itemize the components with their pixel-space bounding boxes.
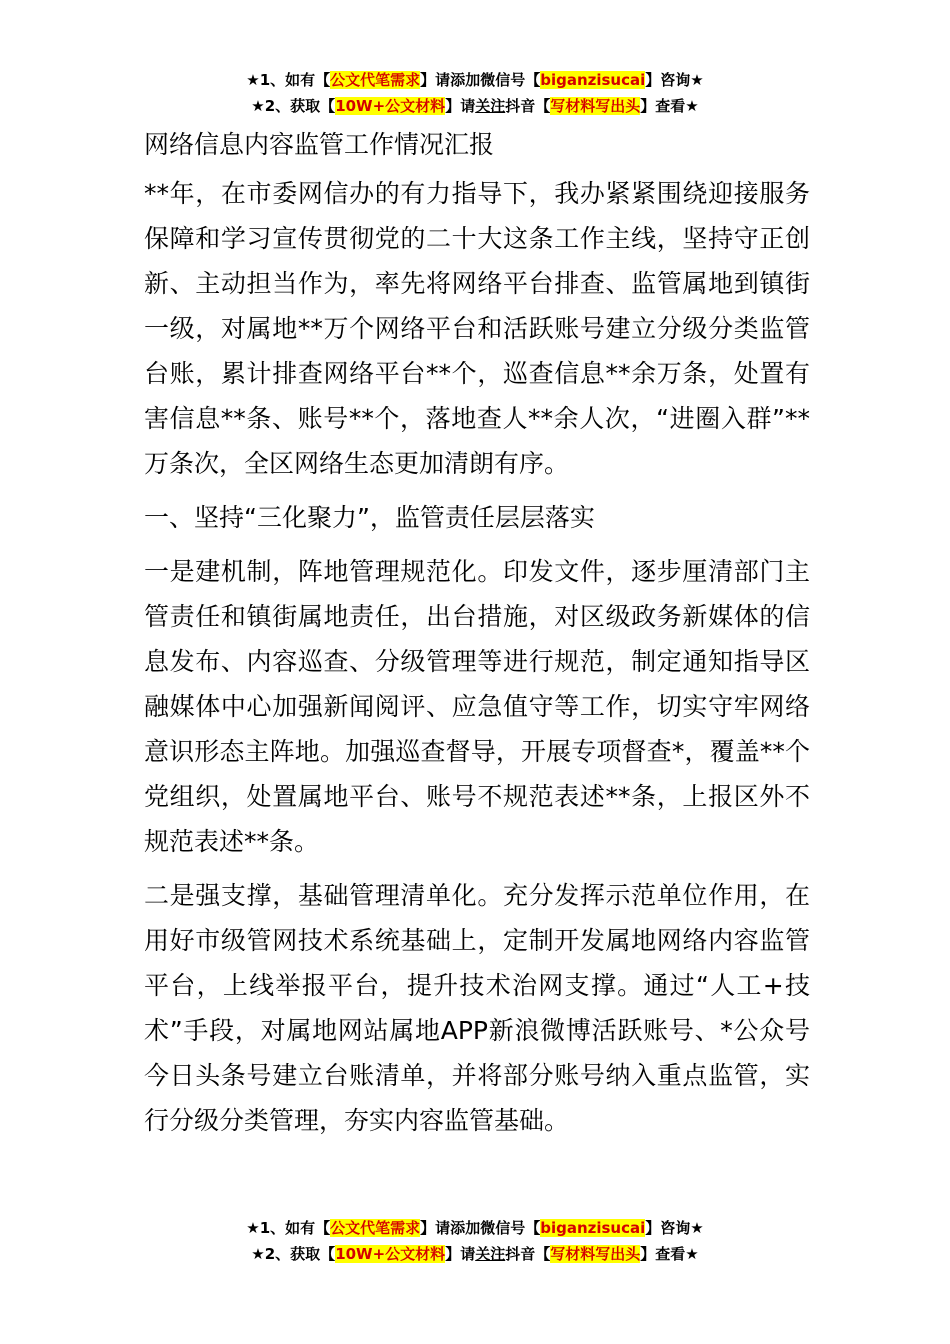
document-title: 网络信息内容监管工作情况汇报 <box>144 130 495 159</box>
banner-text: 关注 <box>475 97 506 115</box>
highlight-service: 公文代笔需求 <box>330 1219 421 1237</box>
banner-text: 加 <box>465 1219 481 1237</box>
banner-text: 】查看★ <box>640 1245 699 1263</box>
banner-text: 微信号【 <box>480 1219 541 1237</box>
banner-text: ★2、获取【 <box>251 97 336 115</box>
banner-text: 】请 <box>445 1245 476 1263</box>
banner-line-1 <box>0 67 950 93</box>
banner-line-2 <box>0 1241 950 1267</box>
highlight-service: 公文代笔需求 <box>330 71 421 89</box>
highlight-douyin: 写材料写出头 <box>550 1245 641 1263</box>
header-banner <box>0 67 950 119</box>
banner-text: 抖音【 <box>505 1245 551 1263</box>
banner-text: 关注 <box>475 1245 506 1263</box>
banner-text: 加 <box>465 71 481 89</box>
banner-text: ★1、如有【 <box>246 1219 331 1237</box>
highlight-wechat-id: biganzisucai <box>540 71 646 89</box>
banner-text: 抖音【 <box>505 97 551 115</box>
paragraph-mechanism: 一是建机制，阵地管理规范化。印发文件，逐步厘清部门主管责任和镇街属地责任，出台措施，对区级政务新媒体的信息发布、内容巡查、分级管理等进行规范，制定通知指导区融媒体中心加强新闻阅评、应急值守等工作，切实守牢网络意识形态主阵地。加强巡查督导，开展专项督查*，覆盖**个党组织，处置属地平台、账号不规范表述**条，上报区外不规范表述**条。 <box>144 557 810 856</box>
banner-text: 】咨询★ <box>645 1219 704 1237</box>
banner-line-1 <box>0 1215 950 1241</box>
highlight-materials: 10W+公文材料 <box>335 1245 446 1263</box>
highlight-douyin: 写材料写出头 <box>550 97 641 115</box>
banner-line-2 <box>0 93 950 119</box>
paragraph-support: 二是强支撑，基础管理清单化。充分发挥示范单位作用，在用好市级管网技术系统基础上，定制开发属地网络内容监管平台，上线举报平台，提升技术治网支撑。通过“人工+技术”手段，对属地网站属地APP新浪微博活跃账号、*公众号今日头条号建立台账清单，并将部分账号纳入重点监管，实行分级分类管理，夯实内容监管基础。 <box>144 881 810 1135</box>
highlight-wechat-id: biganzisucai <box>540 1219 646 1237</box>
document-body <box>144 122 810 1152</box>
banner-text: 】咨询★ <box>645 71 704 89</box>
footer-banner <box>0 1215 950 1267</box>
banner-text: 】请添 <box>420 1219 466 1237</box>
banner-text: ★1、如有【 <box>246 71 331 89</box>
banner-text: ★2、获取【 <box>251 1245 336 1263</box>
highlight-materials: 10W+公文材料 <box>335 97 446 115</box>
banner-text: 】查看★ <box>640 97 699 115</box>
banner-text: 微信号【 <box>480 71 541 89</box>
banner-text: 】请 <box>445 97 476 115</box>
section-heading-1: 一、坚持“三化聚力”，监管责任层层落实 <box>144 503 595 532</box>
paragraph-intro: **年，在市委网信办的有力指导下，我办紧紧围绕迎接服务保障和学习宣传贯彻党的二十大这条工作主线，坚持守正创新、主动担当作为，率先将网络平台排查、监管属地到镇街一级，对属地**万个网络平台和活跃账号建立分级分类监管台账，累计排查网络平台**个，巡查信息**余万条，处置有害信息**条、账号**个，落地查人**余人次，“进圈入群”**万条次，全区网络生态更加清朗有序。 <box>144 179 810 478</box>
banner-text: 】请添 <box>420 71 466 89</box>
